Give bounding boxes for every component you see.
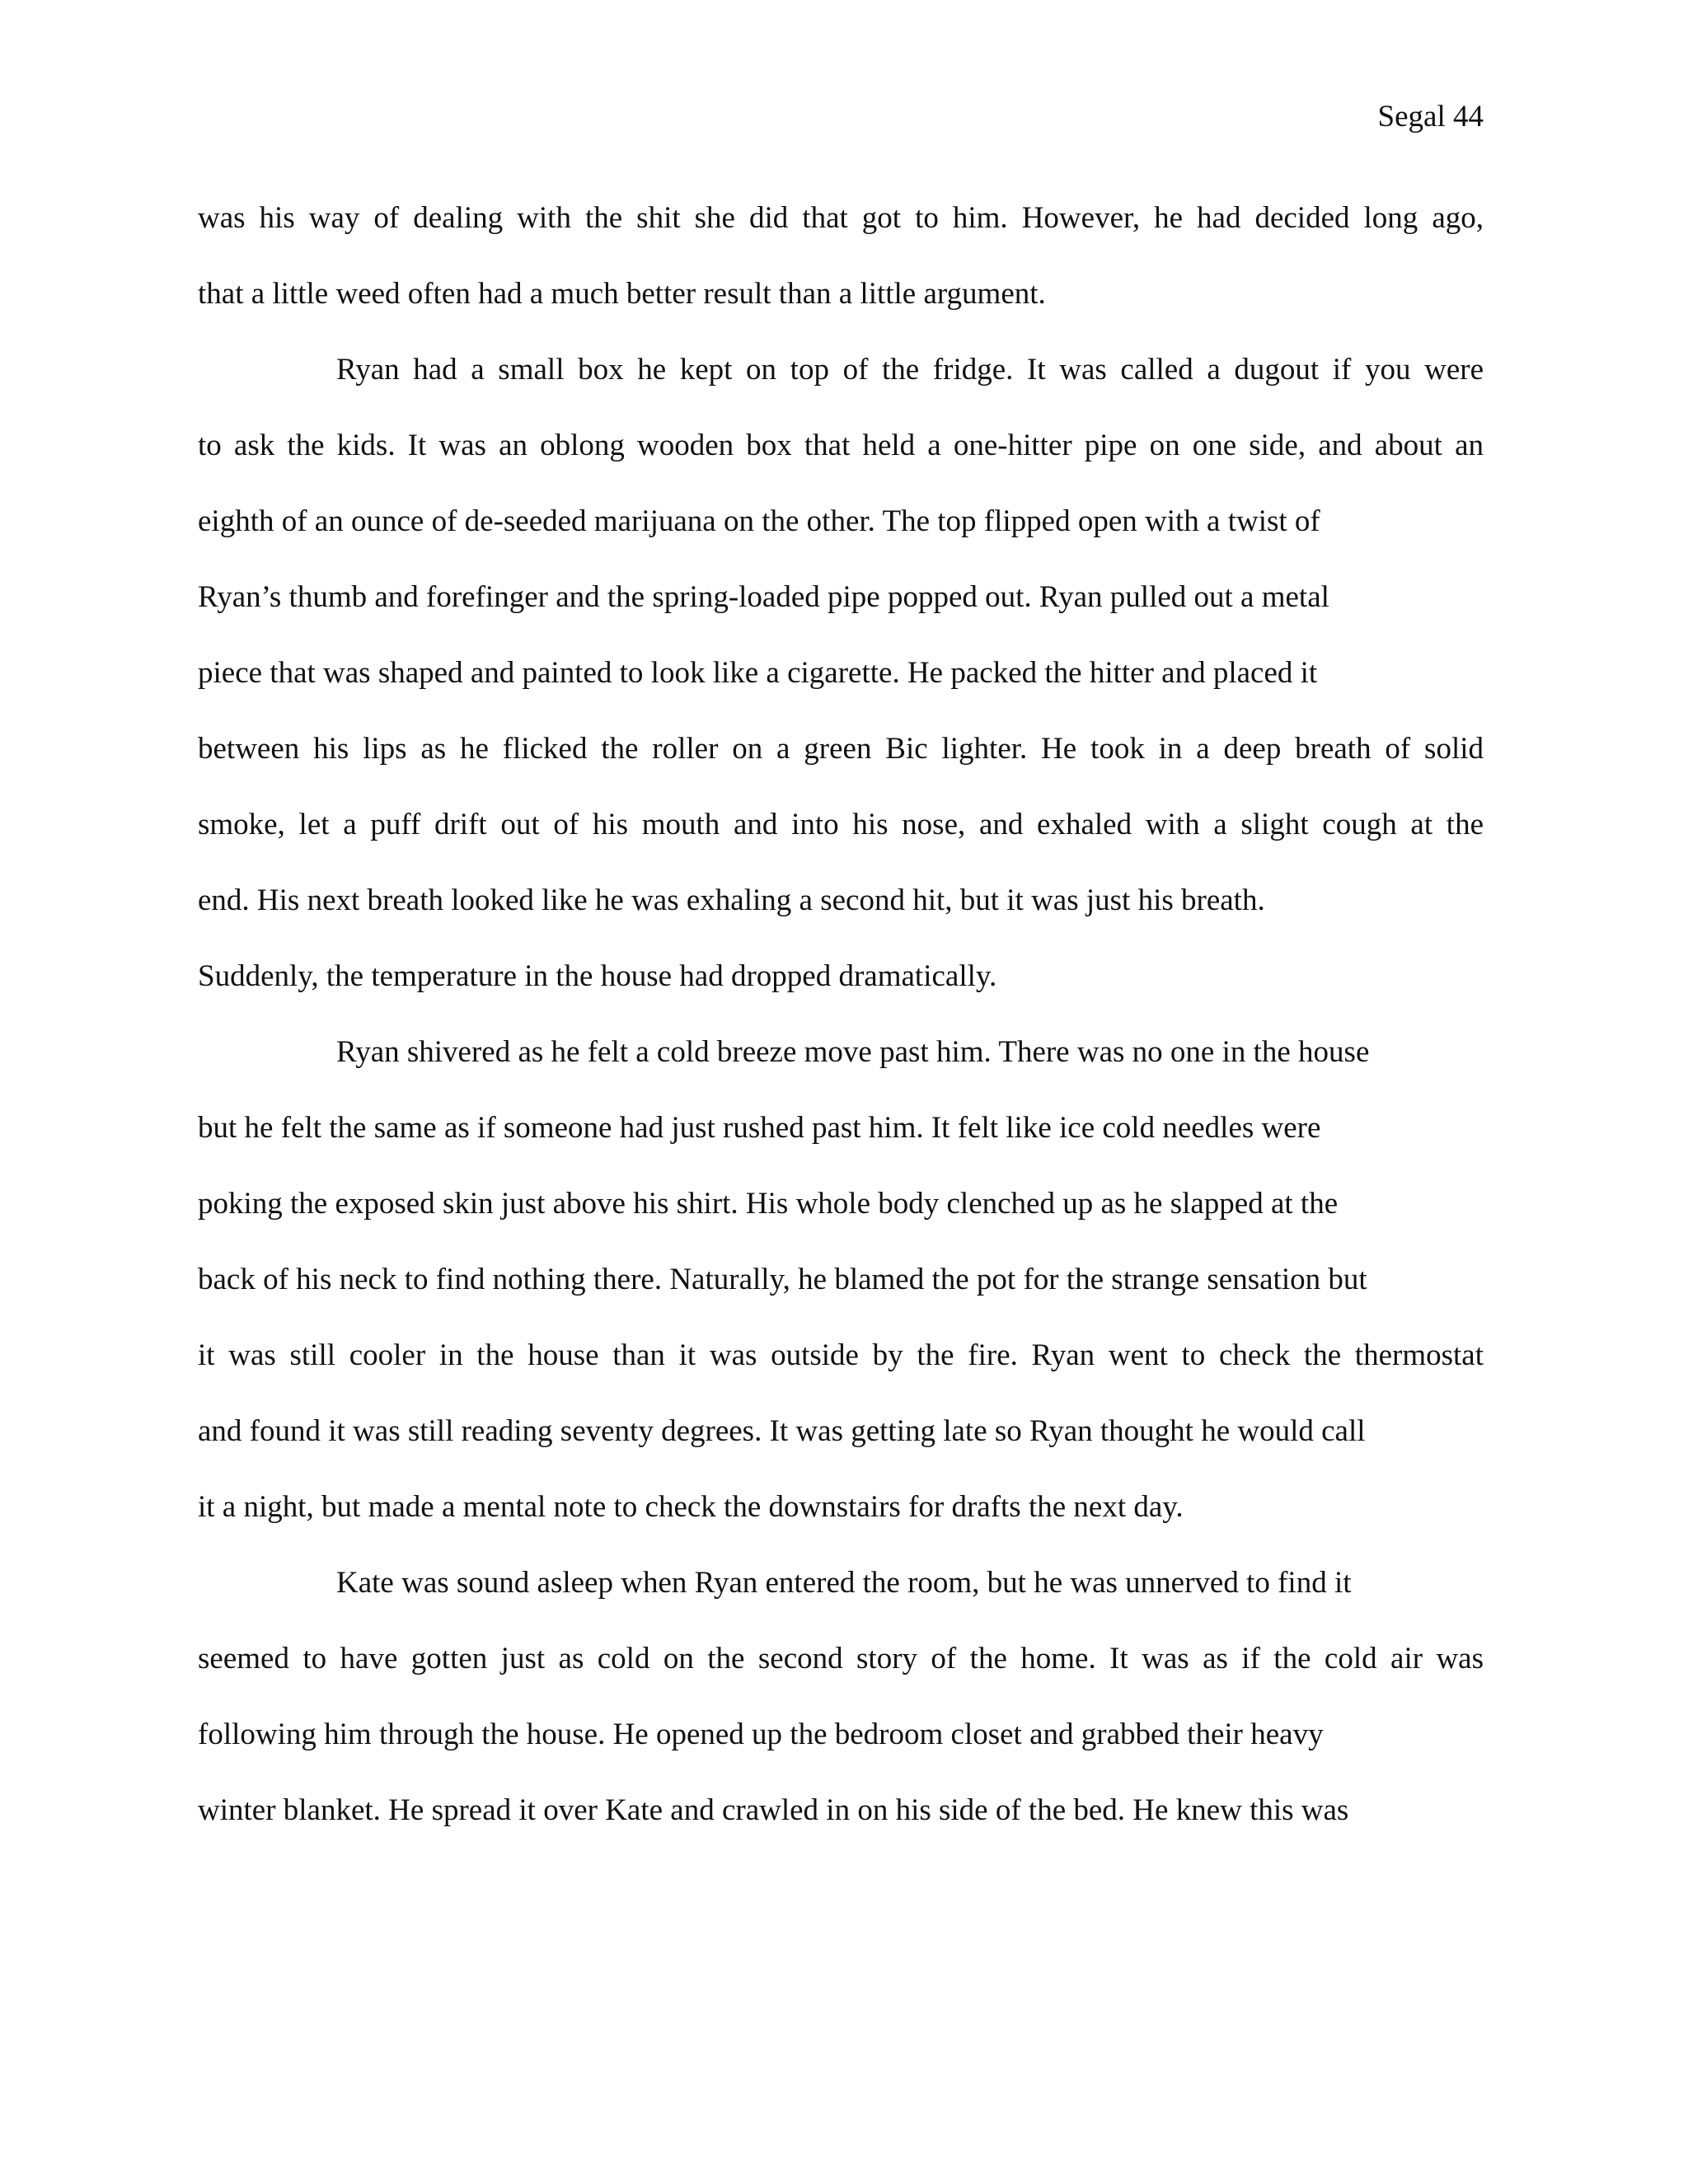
- text-line: and found it was still reading seventy degrees. It was getting late so Ryan thought he would call: [198, 1414, 1366, 1448]
- paragraph-first-line: Ryan shivered as he felt a cold breeze move past him. There was no one in the house: [336, 1035, 1370, 1069]
- text-line: seemed to have gotten just as cold on the second story of the home. It was as if the cold air was: [198, 1642, 1484, 1675]
- text-line: poking the exposed skin just above his shirt. His whole body clenched up as he slapped at the: [198, 1187, 1339, 1221]
- text-line: between his lips as he flicked the roller on a green Bic lighter. He took in a deep breath of solid: [198, 732, 1484, 766]
- text-line: back of his neck to find nothing there. Naturally, he blamed the pot for the strange sensation but: [198, 1263, 1367, 1296]
- text-line: to ask the kids. It was an oblong wooden box that held a one-hitter pipe on one side, and about an: [198, 429, 1484, 462]
- paragraph-first-line: Ryan had a small box he kept on top of the fridge. It was called a dugout if you were: [336, 353, 1484, 387]
- text-line: it was still cooler in the house than it was outside by the fire. Ryan went to check the thermostat: [198, 1338, 1484, 1372]
- text-line: that a little weed often had a much better result than a little argument.: [198, 277, 1046, 311]
- running-head: Segal 44: [1377, 100, 1484, 134]
- text-line: piece that was shaped and painted to look like a cigarette. He packed the hitter and placed it: [198, 656, 1318, 690]
- text-line: it a night, but made a mental note to check the downstairs for drafts the next day.: [198, 1490, 1184, 1524]
- text-line: was his way of dealing with the shit she did that got to him. However, he had decided long ago,: [198, 201, 1484, 235]
- text-line: winter blanket. He spread it over Kate and crawled in on his side of the bed. He knew this was: [198, 1793, 1349, 1827]
- text-line: following him through the house. He opened up the bedroom closet and grabbed their heavy: [198, 1718, 1324, 1751]
- paragraph-first-line: Kate was sound asleep when Ryan entered the room, but he was unnerved to find it: [336, 1566, 1352, 1600]
- text-line: Suddenly, the temperature in the house had dropped dramatically.: [198, 959, 997, 993]
- text-line: but he felt the same as if someone had just rushed past him. It felt like ice cold needles were: [198, 1111, 1321, 1145]
- text-line: eighth of an ounce of de-seeded marijuana on the other. The top flipped open with a twist of: [198, 504, 1320, 538]
- text-line: Ryan’s thumb and forefinger and the spring-loaded pipe popped out. Ryan pulled out a metal: [198, 580, 1329, 614]
- text-line: end. His next breath looked like he was exhaling a second hit, but it was just his breath.: [198, 883, 1265, 917]
- body-text: [198, 199, 1484, 1867]
- text-line: smoke, let a puff drift out of his mouth and into his nose, and exhaled with a slight cough at the: [198, 808, 1484, 841]
